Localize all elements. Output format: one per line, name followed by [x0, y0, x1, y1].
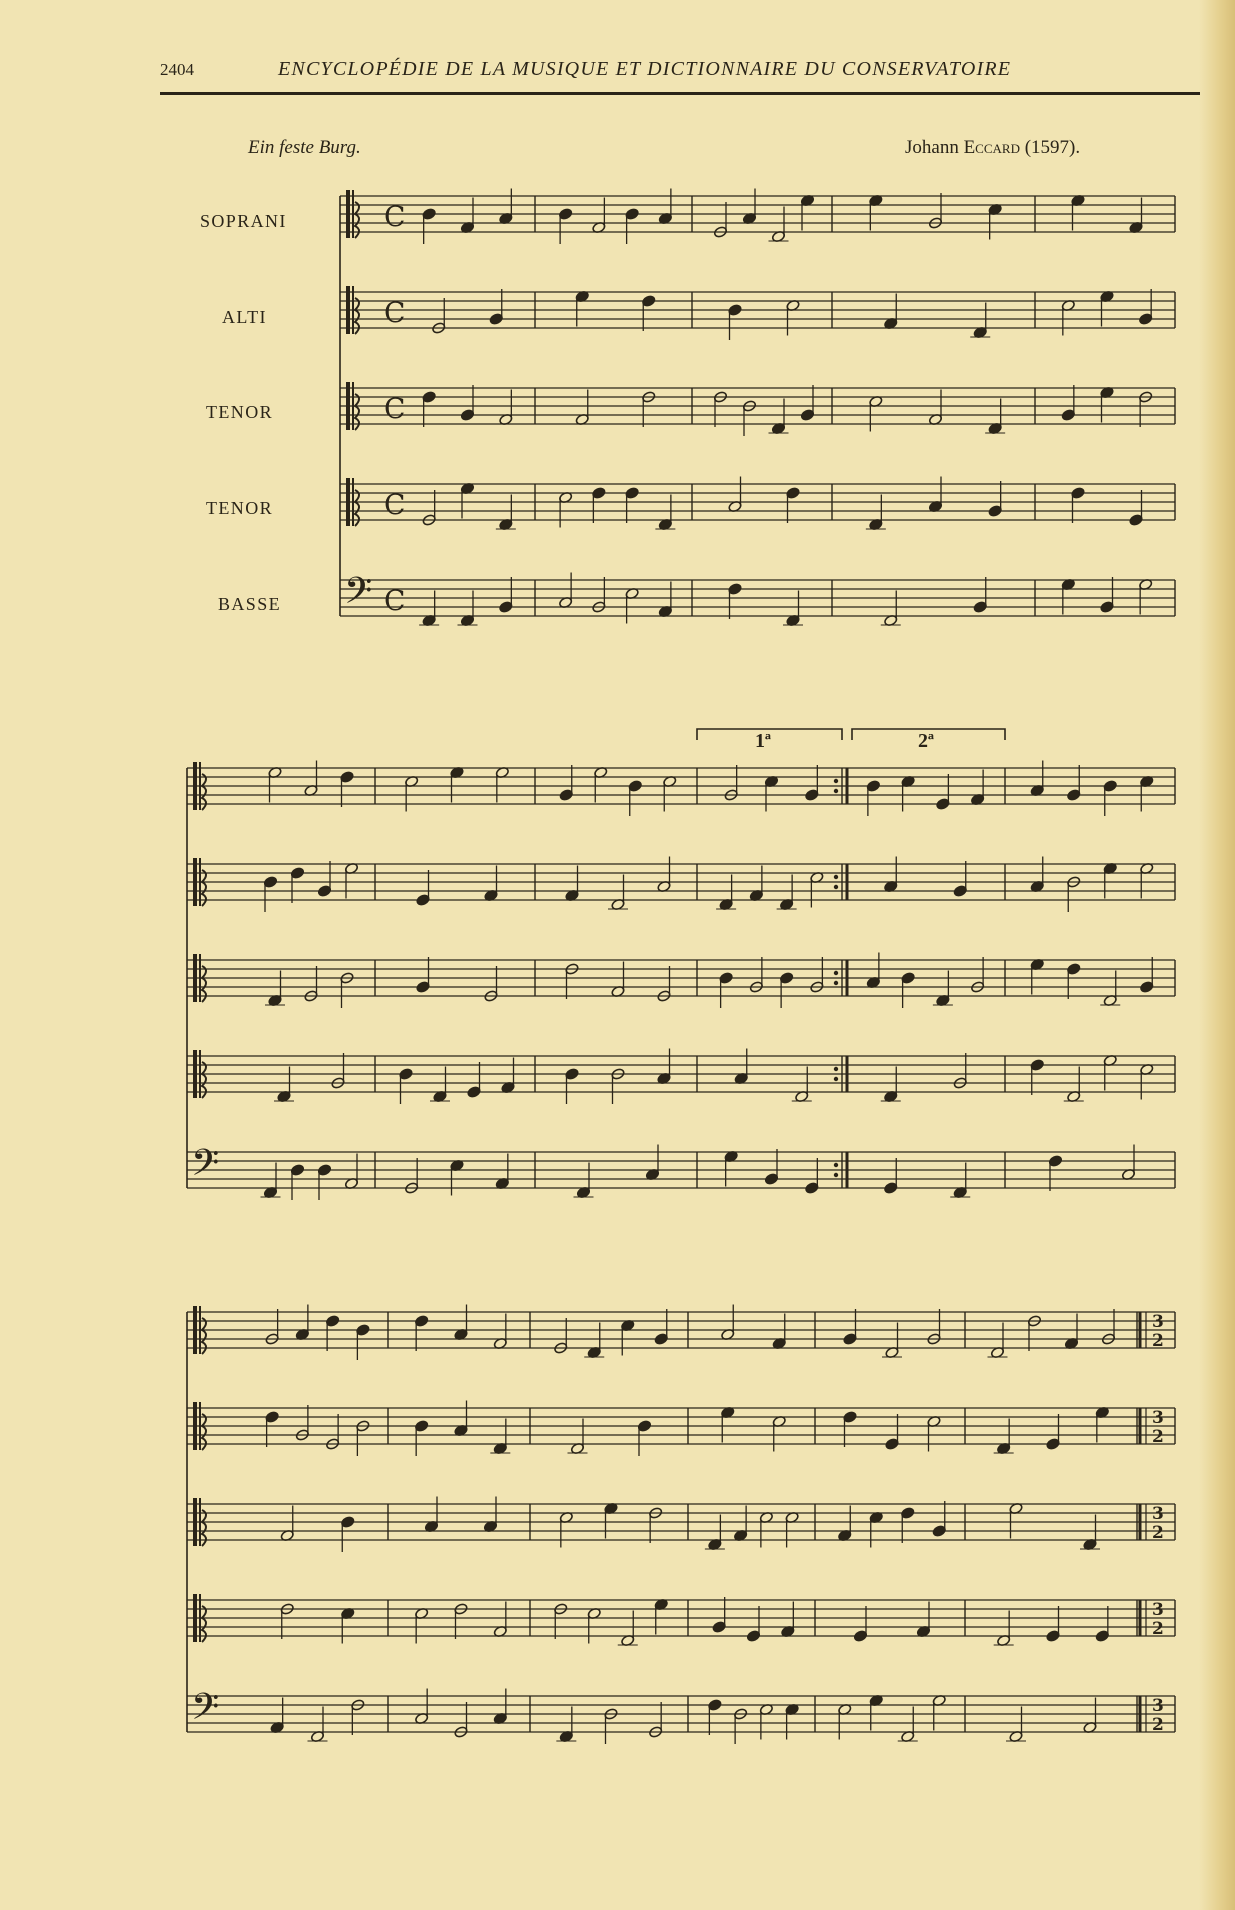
time-signature: C [384, 584, 406, 617]
final-time-signature-top: 3 [1152, 1312, 1164, 1332]
final-time-signature-top: 3 [1152, 1504, 1164, 1524]
c-clef [193, 1594, 197, 1642]
final-time-signature-bottom: 2 [1152, 1427, 1164, 1447]
final-time-signature-top: 3 [1152, 1408, 1164, 1428]
repeat-dot [834, 1067, 838, 1071]
c-clef [193, 762, 197, 810]
time-signature: C [384, 488, 406, 521]
final-time-signature-bottom: 2 [1152, 1715, 1164, 1735]
repeat-dot [834, 1163, 838, 1167]
repeat-dot [834, 779, 838, 783]
voice-label-tenor-2: TENOR [206, 498, 273, 518]
repeat-dot [834, 789, 838, 793]
voice-label-alti: ALTI [222, 307, 267, 327]
c-clef [346, 478, 350, 526]
voice-label-basse: BASSE [218, 594, 282, 614]
bass-clef: 𝄢 [191, 1686, 220, 1737]
repeat-dot [834, 885, 838, 889]
voice-label-soprani: SOPRANI [200, 211, 287, 231]
repeat-dot [834, 971, 838, 975]
time-signature: C [384, 200, 406, 233]
final-time-signature-bottom: 2 [1152, 1331, 1164, 1351]
time-signature: C [384, 392, 406, 425]
c-clef [193, 1498, 197, 1546]
bass-clef: 𝄢 [344, 570, 373, 621]
c-clef [193, 1306, 197, 1354]
c-clef [193, 954, 197, 1002]
volta-second-bracket [852, 729, 1005, 740]
volta-first-bracket [697, 729, 842, 740]
composer-year: (1597). [1024, 137, 1081, 158]
volta-first-label: 1ª [755, 730, 771, 752]
c-clef [193, 1050, 197, 1098]
final-time-signature-bottom: 2 [1152, 1523, 1164, 1543]
c-clef [346, 190, 350, 238]
c-clef [346, 286, 350, 334]
piece-title: Ein feste Burg. [248, 137, 361, 158]
repeat-dot [834, 875, 838, 879]
c-clef [355, 202, 359, 238]
composer-name: Johann [905, 137, 959, 158]
running-title: ENCYCLOPÉDIE DE LA MUSIQUE ET DICTIONNAIRE DU CONSERVATOIRE [278, 58, 1012, 80]
final-time-signature-top: 3 [1152, 1696, 1164, 1716]
bass-clef: 𝄢 [191, 1142, 220, 1193]
repeat-dot [834, 981, 838, 985]
voice-label-tenor-1: TENOR [206, 402, 273, 422]
c-clef [193, 1402, 197, 1450]
repeat-dot [834, 1173, 838, 1177]
final-time-signature-bottom: 2 [1152, 1619, 1164, 1639]
c-clef [346, 382, 350, 430]
time-signature: C [384, 296, 406, 329]
composer-surname: Eccard [963, 137, 1020, 158]
c-clef [193, 858, 197, 906]
repeat-dot [834, 1077, 838, 1081]
final-time-signature-top: 3 [1152, 1600, 1164, 1620]
volta-second-label: 2ª [918, 730, 934, 752]
page-number: 2404 [160, 60, 194, 79]
